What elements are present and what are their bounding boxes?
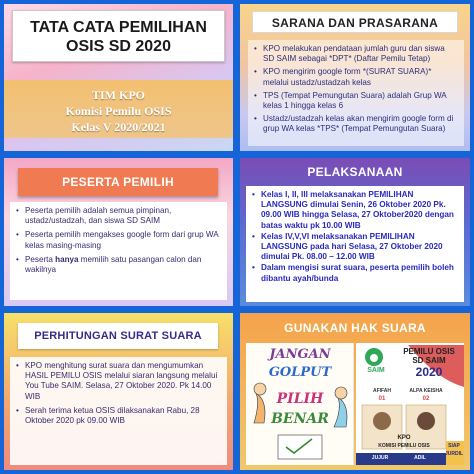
poster-year: 2020 bbox=[415, 365, 443, 379]
facilities-header: SARANA DAN PRASARANA bbox=[252, 11, 458, 33]
list-item: • Kelas IV,V,VI melaksanakan PEMILIHAN LANGSUNG pada hari Selasa, 27 Oktober 2020 dimulai Pk. 08.00 – 12.00 WIB bbox=[252, 232, 458, 263]
main-title bbox=[12, 10, 225, 62]
list-item: • Peserta pemilih mengakses google form dari grup WA kelas masing-masing bbox=[16, 230, 221, 250]
candidate-2-number: 02 bbox=[422, 396, 430, 402]
voters-panel bbox=[4, 158, 233, 306]
title-line-1: TATA CATA PEMILIHAN bbox=[30, 19, 207, 36]
saim-logo-text: SAIM bbox=[367, 367, 385, 374]
list-item: • KPO melakukan pendataan jumlah guru dan siswa SD SAIM sebagai *DPT* (Daftar Pemilu Tetap) bbox=[254, 44, 458, 64]
list-item: • Dalam mengisi surat suara, peserta pemilih boleh dibantu ayah/bunda bbox=[252, 263, 458, 283]
counting-header: PERHITUNGAN SURAT SUARA bbox=[18, 323, 218, 349]
voters-header: PESERTA PEMILIH bbox=[18, 168, 218, 196]
emphasis-text: hanya bbox=[55, 254, 79, 264]
poster-line-3: PILIH bbox=[276, 391, 324, 407]
schedule-header: PELAKSANAAN bbox=[307, 165, 403, 179]
poster-footer-1: JUJUR bbox=[371, 455, 389, 461]
list-item: • KPO mengirim google form *(SURAT SUARA)* melalui ustadz/ustadzah kelas bbox=[254, 67, 458, 87]
schedule-content bbox=[246, 186, 464, 302]
poster-line-4: BENAR bbox=[271, 411, 329, 427]
candidate-1-number: 01 bbox=[378, 396, 386, 402]
poster-jurdil: JURDIL bbox=[444, 451, 464, 457]
candidate-1-name: AFIFAH bbox=[372, 388, 392, 394]
poster-anti-golput bbox=[246, 343, 354, 465]
poster-date: 27 Oktober 2020 bbox=[409, 381, 449, 387]
poster-committee: KOMISI PEMILU OSIS bbox=[378, 443, 430, 449]
text-segment: memilih satu pasangan calon dan wakilnya bbox=[25, 254, 202, 275]
title-panel bbox=[4, 4, 233, 151]
list-item: • Serah terima ketua OSIS dilaksanakan Rabu, 28 Oktober 2020 pk 09.00 WIB bbox=[16, 406, 221, 426]
list-item bbox=[16, 255, 221, 275]
schedule-list bbox=[252, 190, 458, 284]
poster-line-2: GOLPUT bbox=[268, 365, 332, 380]
class-year: Kelas V 2020/2021 bbox=[71, 120, 166, 134]
list-item: • Peserta pemilih adalah semua pimpinan, ustadz/ustadzah, dan siswa SD SAIM bbox=[16, 206, 221, 226]
poster-title-2: SD SAIM bbox=[412, 356, 446, 365]
schedule-panel bbox=[240, 158, 470, 306]
team-name: TIM KPO bbox=[92, 88, 145, 102]
facilities-content bbox=[248, 40, 464, 146]
counting-content bbox=[10, 357, 227, 465]
counting-list bbox=[16, 361, 221, 426]
poster-line-1: JANGAN bbox=[269, 347, 331, 362]
poster-kpo: KPO bbox=[397, 435, 411, 441]
poster-siap: SIAP bbox=[448, 443, 460, 449]
facilities-list bbox=[254, 44, 458, 135]
list-item: • Kelas I, II, III melaksanakan PEMILIHAN LANGSUNG dimulai Senin, 26 Oktober 2020 Pk. 09.00 WIB hingga Selasa, 27 Oktober2020 dengan batas waktu pk 10.00 WIB bbox=[252, 190, 458, 231]
voters-content bbox=[10, 202, 227, 300]
list-item: • KPO menghitung surat suara dan mengumumkan HASIL PEMILU OSIS melalui siaran langsung melalui You Tube SAIM. Selasa, 27 Oktober 2020. Pk 14.00 WIB bbox=[16, 361, 221, 402]
list-item: • TPS (Tempat Pemungutan Suara) adalah Grup WA kelas 1 hingga kelas 6 bbox=[254, 91, 458, 111]
counting-panel bbox=[4, 313, 233, 470]
vote-rights-header: GUNAKAN HAK SUARA bbox=[284, 321, 426, 335]
voters-list bbox=[16, 206, 221, 275]
committee-name: Komisi Pemilu OSIS bbox=[65, 104, 172, 118]
poster-footer-2: ADIL bbox=[414, 455, 426, 461]
candidate-2-name: ALPA KEISHA bbox=[409, 388, 443, 394]
saim-logo-icon bbox=[368, 352, 380, 364]
facilities-panel bbox=[240, 4, 470, 151]
poster-pemilu-osis bbox=[356, 343, 464, 465]
title-line-2: OSIS SD 2020 bbox=[66, 38, 171, 55]
poster-title-1: PEMILU OSIS bbox=[403, 347, 455, 356]
text-segment: Peserta bbox=[25, 254, 56, 264]
vote-rights-panel bbox=[240, 313, 470, 470]
list-item: • Ustadz/ustadzah kelas akan mengirim google form di grup WA kelas *TPS* (Tempat Pemungutan Suara) bbox=[254, 114, 458, 134]
